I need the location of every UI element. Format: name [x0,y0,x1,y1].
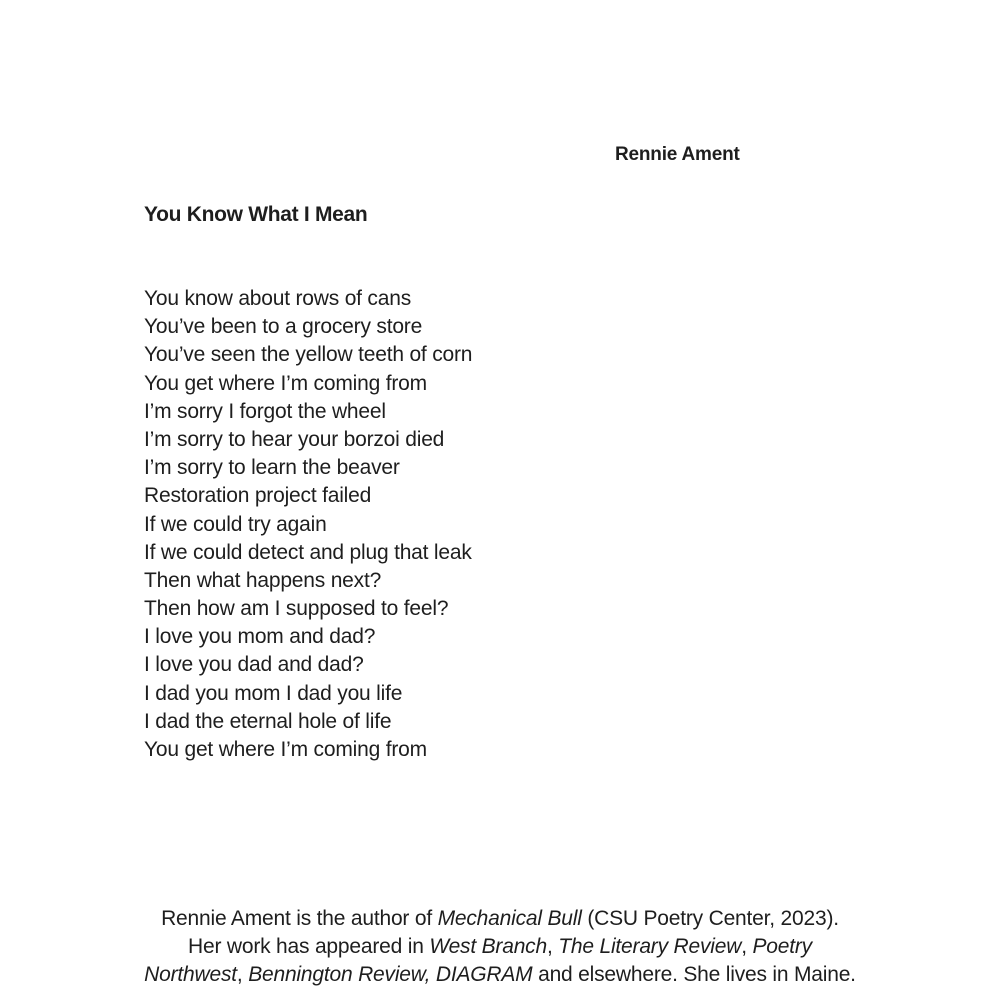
publication-title: The Literary Review [558,935,742,959]
poem-line: You’ve been to a grocery store [144,315,423,339]
poem-line: If we could try again [144,512,327,536]
publication-title: Poetry [752,935,812,959]
poem-line: Restoration project failed [144,484,372,508]
author-bio [100,905,900,990]
bio-row [100,905,900,933]
publication-title: Northwest [144,963,237,987]
poem-line: If we could detect and plug that leak [144,540,472,564]
bio-row [100,933,900,961]
poem-line: Then what happens next? [144,568,382,592]
bio-text: Her work has appeared in [188,935,430,959]
poem-body [144,285,472,764]
publication-title: West Branch [429,935,547,959]
bio-text: , [236,963,249,987]
author-name: Rennie Ament [615,144,740,165]
poem-line: I dad the eternal hole of life [144,709,392,733]
poem-line: I’m sorry to learn the beaver [144,456,400,480]
bio-text: (CSU Poetry Center, 2023). [581,907,839,930]
poem-line: You get where I’m coming from [144,371,427,395]
poem-line: I love you dad and dad? [144,653,364,677]
bio-text: , [741,935,753,959]
bio-text: Rennie Ament is the author of [161,907,438,930]
poem-title: You Know What I Mean [144,203,368,226]
bio-text: , [546,935,559,959]
poem-line: Then how am I supposed to feel? [144,597,449,621]
bio-text: and elsewhere. She lives in Maine. [532,963,856,987]
poem-line: You’ve seen the yellow teeth of corn [144,343,473,367]
book-title: Mechanical Bull [437,907,582,930]
publication-title: Bennington Review, DIAGRAM [248,963,533,987]
poem-line: I’m sorry I forgot the wheel [144,399,386,423]
bio-row [100,961,900,989]
poem-line: You know about rows of cans [144,287,411,310]
poem-line: I’m sorry to hear your borzoi died [144,427,445,451]
poem-line: I dad you mom I dad you life [144,681,403,705]
poem-line: I love you mom and dad? [144,625,376,649]
poem-line: You get where I’m coming from [144,738,427,761]
